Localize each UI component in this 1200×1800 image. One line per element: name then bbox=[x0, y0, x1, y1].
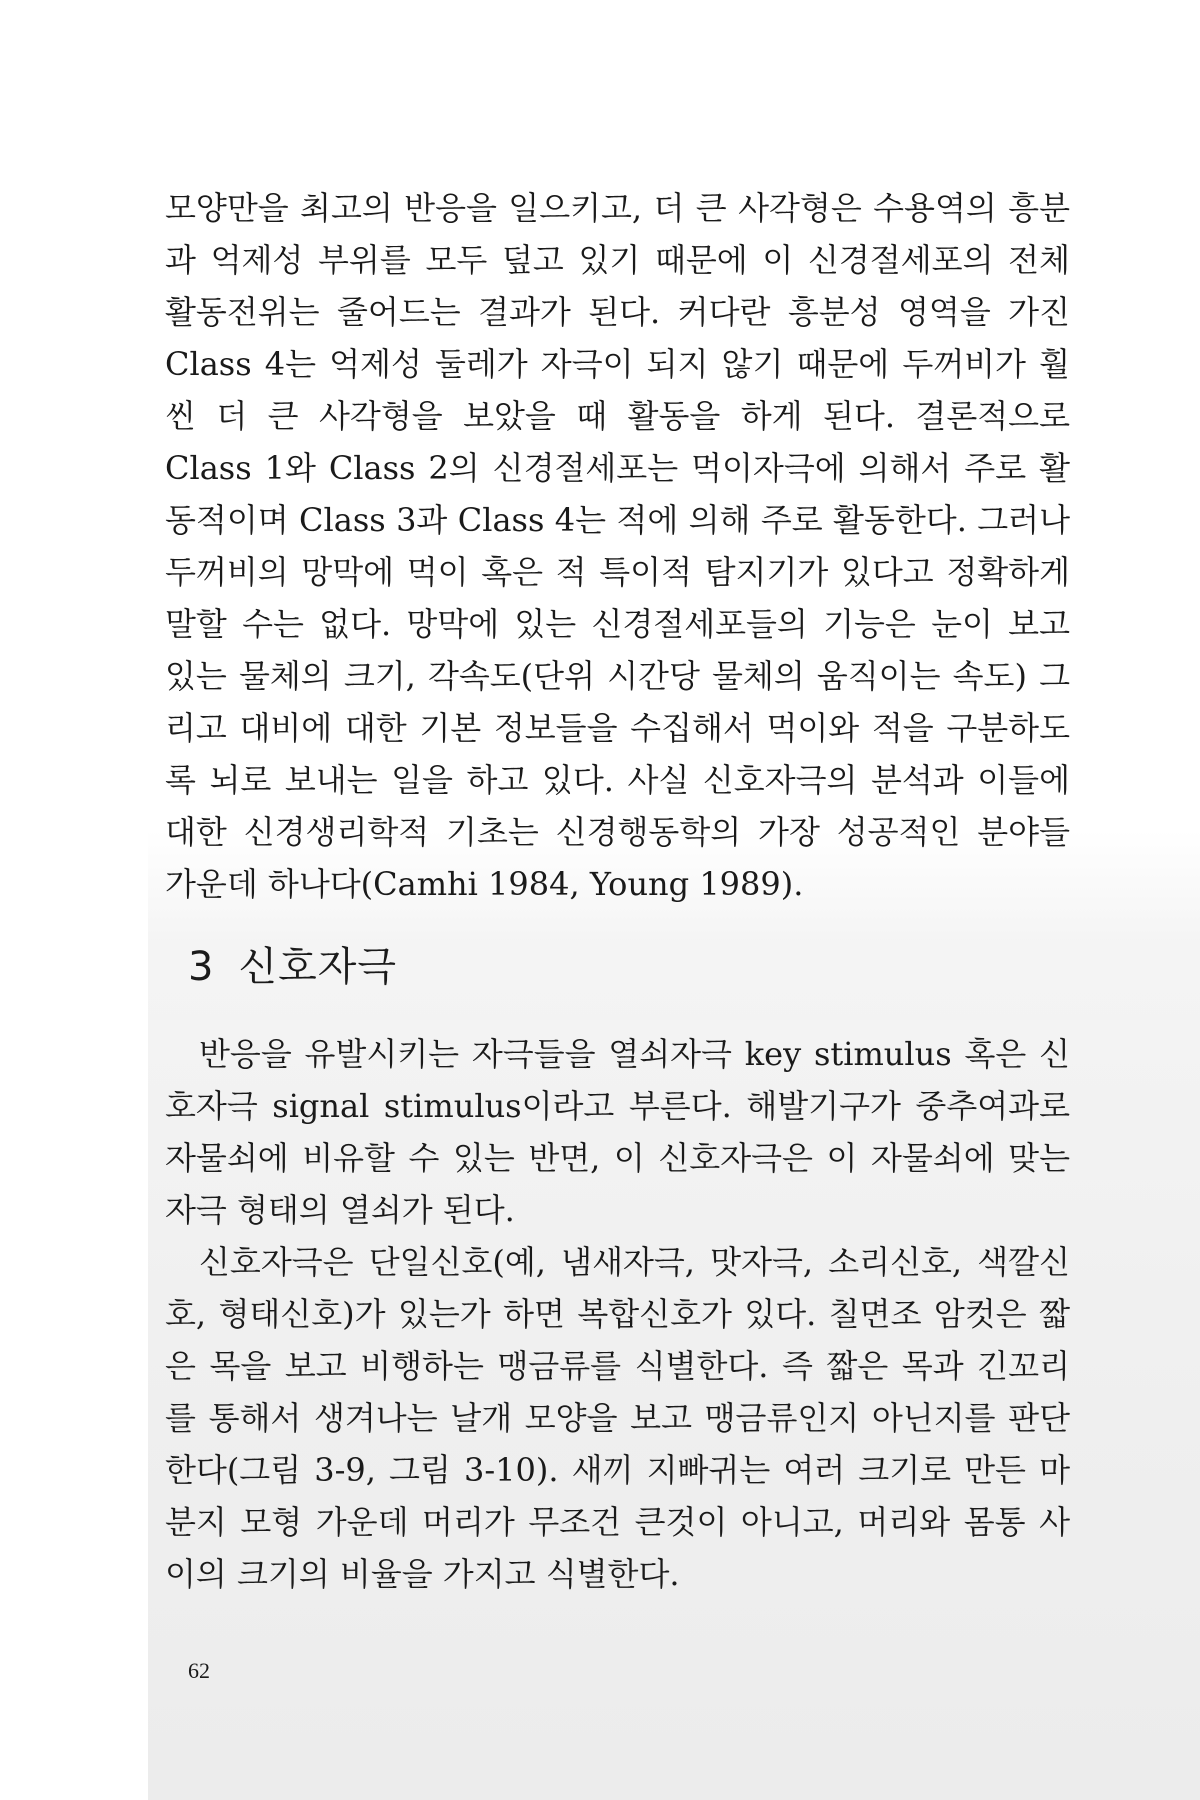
section-number: 3 bbox=[188, 944, 215, 990]
page-number: 62 bbox=[188, 1658, 210, 1683]
section-body bbox=[165, 1028, 1070, 1600]
section-paragraph-2: 신호자극은 단일신호(예, 냄새자극, 맛자극, 소리신호, 색깔신호, 형태신호)가 있는가 하면 복합신호가 있다. 칠면조 암컷은 짧은 목을 보고 비행하는 맹금류를 식별한다. 즉 짧은 목과 긴꼬리를 통해서 생겨나는 날개 모양을 보고 맹금류인지 아닌지를 판단한다(그림 3-9, 그림 3-10). 새끼 지빠귀는 여러 크기로 만든 마분지 모형 가운데 머리가 무조건 큰것이 아니고, 머리와 몸통 사이의 크기의 비율을 가지고 식별한다. bbox=[165, 1243, 1070, 1593]
body-paragraph: 모양만을 최고의 반응을 일으키고, 더 큰 사각형은 수용역의 흥분과 억제성 부위를 모두 덮고 있기 때문에 이 신경절세포의 전체 활동전위는 줄어드는 결과가 된다. 커다란 흥분성 영역을 가진 Class 4는 억제성 둘레가 자극이 되지 않기 때문에 두꺼비가 훨씬 더 큰 사각형을 보았을 때 활동을 하게 된다. 결론적으로 Class 1와 Class 2의 신경절세포는 먹이자극에 의해서 주로 활동적이며 Class 3과 Class 4는 적에 의해 주로 활동한다. 그러나 두꺼비의 망막에 먹이 혹은 적 특이적 탐지기가 있다고 정확하게 말할 수는 없다. 망막에 있는 신경절세포들의 기능은 눈이 보고 있는 물체의 크기, 각속도(단위 시간당 물체의 움직이는 속도) 그리고 대비에 대한 기본 정보들을 수집해서 먹이와 적을 구분하도록 뇌로 보내는 일을 하고 있다. 사실 신호자극의 분석과 이들에 대한 신경생리학적 기초는 신경행동학의 가장 성공적인 분야들 가운데 하나다(Camhi 1984, Young 1989). bbox=[165, 189, 1070, 903]
section-title: 신호자극 bbox=[238, 944, 398, 990]
section-heading bbox=[188, 935, 397, 992]
section-paragraph-1: 반응을 유발시키는 자극들을 열쇠자극 key stimulus 혹은 신호자극 signal stimulus이라고 부른다. 해발기구가 중추여과로 자물쇠에 비유할 수 있는 반면, 이 신호자극은 이 자물쇠에 맞는 자극 형태의 열쇠가 된다. bbox=[165, 1035, 1070, 1229]
